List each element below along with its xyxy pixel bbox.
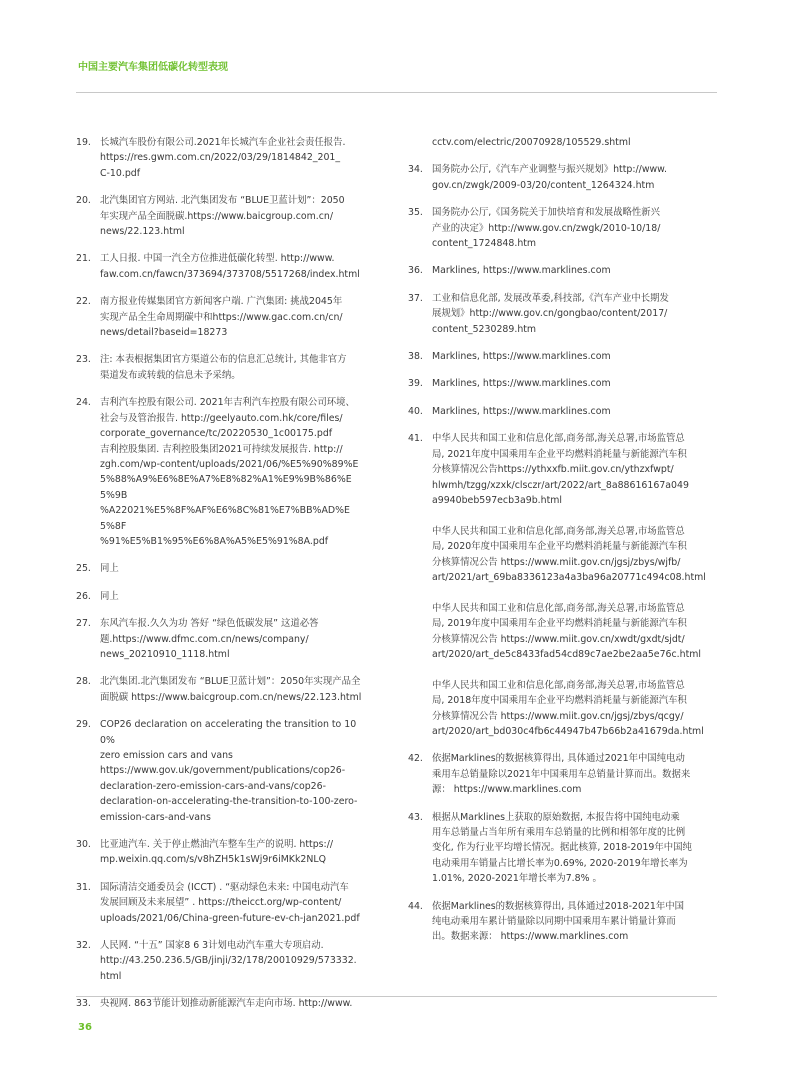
reference-number: 41. bbox=[408, 433, 423, 445]
right-column bbox=[408, 135, 713, 957]
reference-number: 25. bbox=[76, 563, 91, 575]
reference-item bbox=[408, 751, 713, 797]
reference-text: 东风汽车报.久久为功 答好 “绿色低碳发展” 这道必答 题.https://www.dfmc.com.cn/news/company/ news_20210910_1118.html bbox=[100, 618, 319, 660]
reference-text: 南方报业传媒集团官方新闻客户端. 广汽集团: 挑战2045年 实现产品全生命周期碳中和https://www.gac.com.cn/cn/ news/detail?baseid=18273 bbox=[100, 296, 343, 339]
reference-text: Marklines, https://www.marklines.com bbox=[432, 265, 611, 277]
reference-item bbox=[408, 162, 713, 193]
reference-number: 19. bbox=[76, 137, 91, 148]
reference-item bbox=[408, 349, 713, 364]
reference-number: 23. bbox=[76, 354, 91, 366]
reference-item bbox=[76, 880, 362, 926]
reference-item bbox=[76, 616, 362, 662]
reference-item bbox=[408, 431, 713, 739]
reference-text: Marklines, https://www.marklines.com bbox=[432, 351, 611, 363]
reference-number: 43. bbox=[408, 811, 423, 823]
reference-text: 同上 bbox=[100, 563, 119, 575]
reference-text: 央视网. 863节能计划推动新能源汽车走向市场. http://www. bbox=[100, 998, 353, 1010]
reference-number: 44. bbox=[408, 900, 423, 912]
reference-item bbox=[408, 291, 713, 337]
reference-number: 20. bbox=[76, 195, 91, 207]
reference-text: 根据从Marklines上获取的原始数据, 本报告将中国纯电动乘 用车总销量占当年所有乘用车总销量的比例和相邻年度的比例 变化, 作为行业平均增长情况。据此核算, 2018-2019年中国纯 电动乘用车销量占比增长率为0.69%, 2020-2019年增长率为 1.01%, 2020-2021年增长率为7.8% 。 bbox=[432, 811, 692, 885]
reference-continuation: cctv.com/electric/20070928/105529.shtml bbox=[432, 137, 631, 148]
reference-item bbox=[76, 837, 362, 868]
reference-text: 同上 bbox=[100, 590, 119, 602]
reference-number: 26. bbox=[76, 590, 91, 602]
reference-number: 21. bbox=[76, 253, 91, 265]
page-header-title: 中国主要汽车集团低碳化转型表现 bbox=[78, 62, 228, 73]
reference-number: 31. bbox=[76, 881, 91, 893]
reference-item bbox=[76, 717, 362, 825]
reference-text: 工人日报. 中国一汽全方位推进低碳化转型. http://www. faw.com.cn/fawcn/373694/373708/5517268/index.html bbox=[100, 253, 360, 280]
reference-number: 24. bbox=[76, 397, 91, 409]
reference-number: 37. bbox=[408, 292, 423, 304]
reference-number: 28. bbox=[76, 676, 91, 688]
reference-item bbox=[76, 352, 362, 383]
reference-text: 比亚迪汽车. 关于停止燃油汽车整车生产的说明. https:// mp.weixin.qq.com/s/v8hZH5k1sWj9r6iMKk2NLQ bbox=[100, 839, 334, 866]
reference-item bbox=[76, 589, 362, 604]
reference-number: 36. bbox=[408, 265, 423, 277]
reference-text: 依据Marklines的数据核算得出, 具体通过2018-2021年中国 纯电动乘用车累计销量除以同期中国乘用车累计销量计算而 出。数据来源： https://www.marklines.com bbox=[432, 900, 684, 943]
reference-item bbox=[76, 996, 362, 1011]
left-column bbox=[76, 135, 362, 1024]
reference-text: 工业和信息化部, 发展改革委,科技部,《汽车产业中长期发 展规划》http://www.gov.cn/gongbao/content/2017/ content_5230289.htm bbox=[432, 292, 669, 335]
reference-item bbox=[76, 294, 362, 340]
page-number: 36 bbox=[78, 1022, 92, 1033]
reference-text: 注: 本表根据集团官方渠道公布的信息汇总统计, 其他非官方 渠道发布或转载的信息未予采纳。 bbox=[100, 354, 347, 381]
reference-number: 34. bbox=[408, 164, 423, 176]
reference-text: 国务院办公厅,《国务院关于加快培育和发展战略性新兴 产业的决定》http://www.gov.cn/zwgk/2010-10/18/ content_1724848.htm bbox=[432, 207, 661, 250]
reference-item bbox=[76, 135, 362, 181]
reference-item bbox=[76, 251, 362, 282]
footer-divider bbox=[76, 996, 717, 997]
reference-text: Marklines, https://www.marklines.com bbox=[432, 405, 611, 417]
reference-number: 39. bbox=[408, 378, 423, 390]
reference-text: 北汽集团官方网站. 北汽集团发布 “BLUE卫蓝计划”：2050 年实现产品全面脱碳.https://www.baicgroup.com.cn/ news/22.123.html bbox=[100, 195, 345, 238]
reference-text: 依据Marklines的数据核算得出, 具体通过2021年中国纯电动 乘用车总销量除以2021年中国乘用车总销量计算而出。数据来 源： https://www.marklines.com bbox=[432, 753, 691, 796]
reference-item bbox=[408, 376, 713, 391]
reference-text: COP26 declaration on accelerating the transition to 100% zero emission cars and vans https://www.gov.uk/government/publications/cop26- declaration-zero-emission-cars-and-vans/cop26- declaration-on-accelerating-the-transition-to-100-zero- emission-cars-and-vans bbox=[100, 719, 358, 823]
reference-item bbox=[408, 899, 713, 945]
reference-item bbox=[408, 404, 713, 419]
header-divider bbox=[76, 92, 717, 93]
reference-number: 32. bbox=[76, 940, 91, 952]
reference-text: 中华人民共和国工业和信息化部,商务部,海关总署,市场监管总 局, 2021年度中国乘用车企业平均燃料消耗量与新能源汽车积 分核算情况公告https://ythxxfb.miit.gov.cn/ythzxfwpt/ hlwmh/tzgg/xzxk/clsczr/art/2022/art_8a88616167a049 a9940beb597ecb3a9b.html 中华人民共和国工业和信息化部,商务部,海关总署,市场监管总 局, 2020年度中国乘用车企业平均燃料消耗量与新能源汽车积 分核算情况公告 https://www.miit.gov.cn/jgsj/zbys/wjfb/ art/2021/art_69ba8336123a4a3ba96a20771c494c08.html 中华人民共和国工业和信息化部,商务部,海关总署,市场监管总 局, 2019年度中国乘用车企业平均燃料消耗量与新能源汽车积 分核算情况公告 https://www.miit.gov.cn/xwdt/gxdt/sjdt/ art/2020/art_de5c8433fad54cd89c7ae2be2aa5e76c.html 中华人民共和国工业和信息化部,商务部,海关总署,市场监管总 局, 2018年度中国乘用车企业平均燃料消耗量与新能源汽车积 分核算情况公告 https://www.miit.gov.cn/jgsj/zbys/qcgy/ art/2020/art_bd030c4fb6c44947b47b66b2a41679da.html bbox=[432, 433, 706, 737]
reference-text: Marklines, https://www.marklines.com bbox=[432, 378, 611, 390]
reference-item bbox=[76, 395, 362, 549]
reference-item bbox=[408, 205, 713, 251]
reference-text: 吉利汽车控股有限公司. 2021年吉利汽车控股有限公司环境、 社会与及管治报告. http://geelyauto.com.hk/core/files/ corporate_governance/tc/20220530_1c00175.pdf 吉利控股集团. 吉利控股集团2021可持续发展报告. http:// zgh.com/wp-content/uploads/2021/06/%E5%90%89%E 5%88%A9%E6%8E%A7%E8%82%A1%E9%9B%86%E5%9B %A22021%E5%8F%AF%E6%8C%81%E7%BB%AD%E5%8F %91%E5%B1%95%E6%8A%A5%E5%91%8A.pdf bbox=[100, 397, 359, 547]
reference-number: 35. bbox=[408, 207, 423, 219]
reference-number: 38. bbox=[408, 351, 423, 363]
reference-number: 42. bbox=[408, 753, 423, 765]
reference-number: 29. bbox=[76, 719, 91, 731]
reference-number: 27. bbox=[76, 618, 91, 630]
reference-text: 国务院办公厅,《汽车产业调整与振兴规划》http://www. gov.cn/zwgk/2009-03/20/content_1264324.htm bbox=[432, 164, 667, 191]
reference-text: 北汽集团.北汽集团发布 “BLUE卫蓝计划”：2050年实现产品全 面脱碳 https://www.baicgroup.com.cn/news/22.123.html bbox=[100, 676, 362, 703]
reference-text: 人民网. “十五” 国家8 6 3计划电动汽车重大专项启动. http://43.250.236.5/GB/jinji/32/178/20010929/573332.html bbox=[100, 940, 357, 982]
reference-item bbox=[76, 193, 362, 239]
reference-item bbox=[76, 938, 362, 984]
reference-item bbox=[76, 674, 362, 705]
reference-number: 40. bbox=[408, 405, 423, 417]
reference-text: 长城汽车股份有限公司.2021年长城汽车企业社会责任报告. https://res.gwm.com.cn/2022/03/29/1814842_201_ C-10.pdf bbox=[100, 137, 346, 179]
reference-item bbox=[408, 263, 713, 278]
reference-item bbox=[408, 810, 713, 887]
reference-item bbox=[76, 561, 362, 576]
reference-text: 国际清洁交通委员会 (ICCT) . “驱动绿色未来: 中国电动汽车 发展回顾及未来展望” . https://theicct.org/wp-content/ uploads/2021/06/China-green-future-ev-ch-jan2021.pdf bbox=[100, 881, 360, 924]
reference-number: 30. bbox=[76, 839, 91, 851]
reference-number: 33. bbox=[76, 998, 91, 1010]
reference-number: 22. bbox=[76, 296, 91, 308]
